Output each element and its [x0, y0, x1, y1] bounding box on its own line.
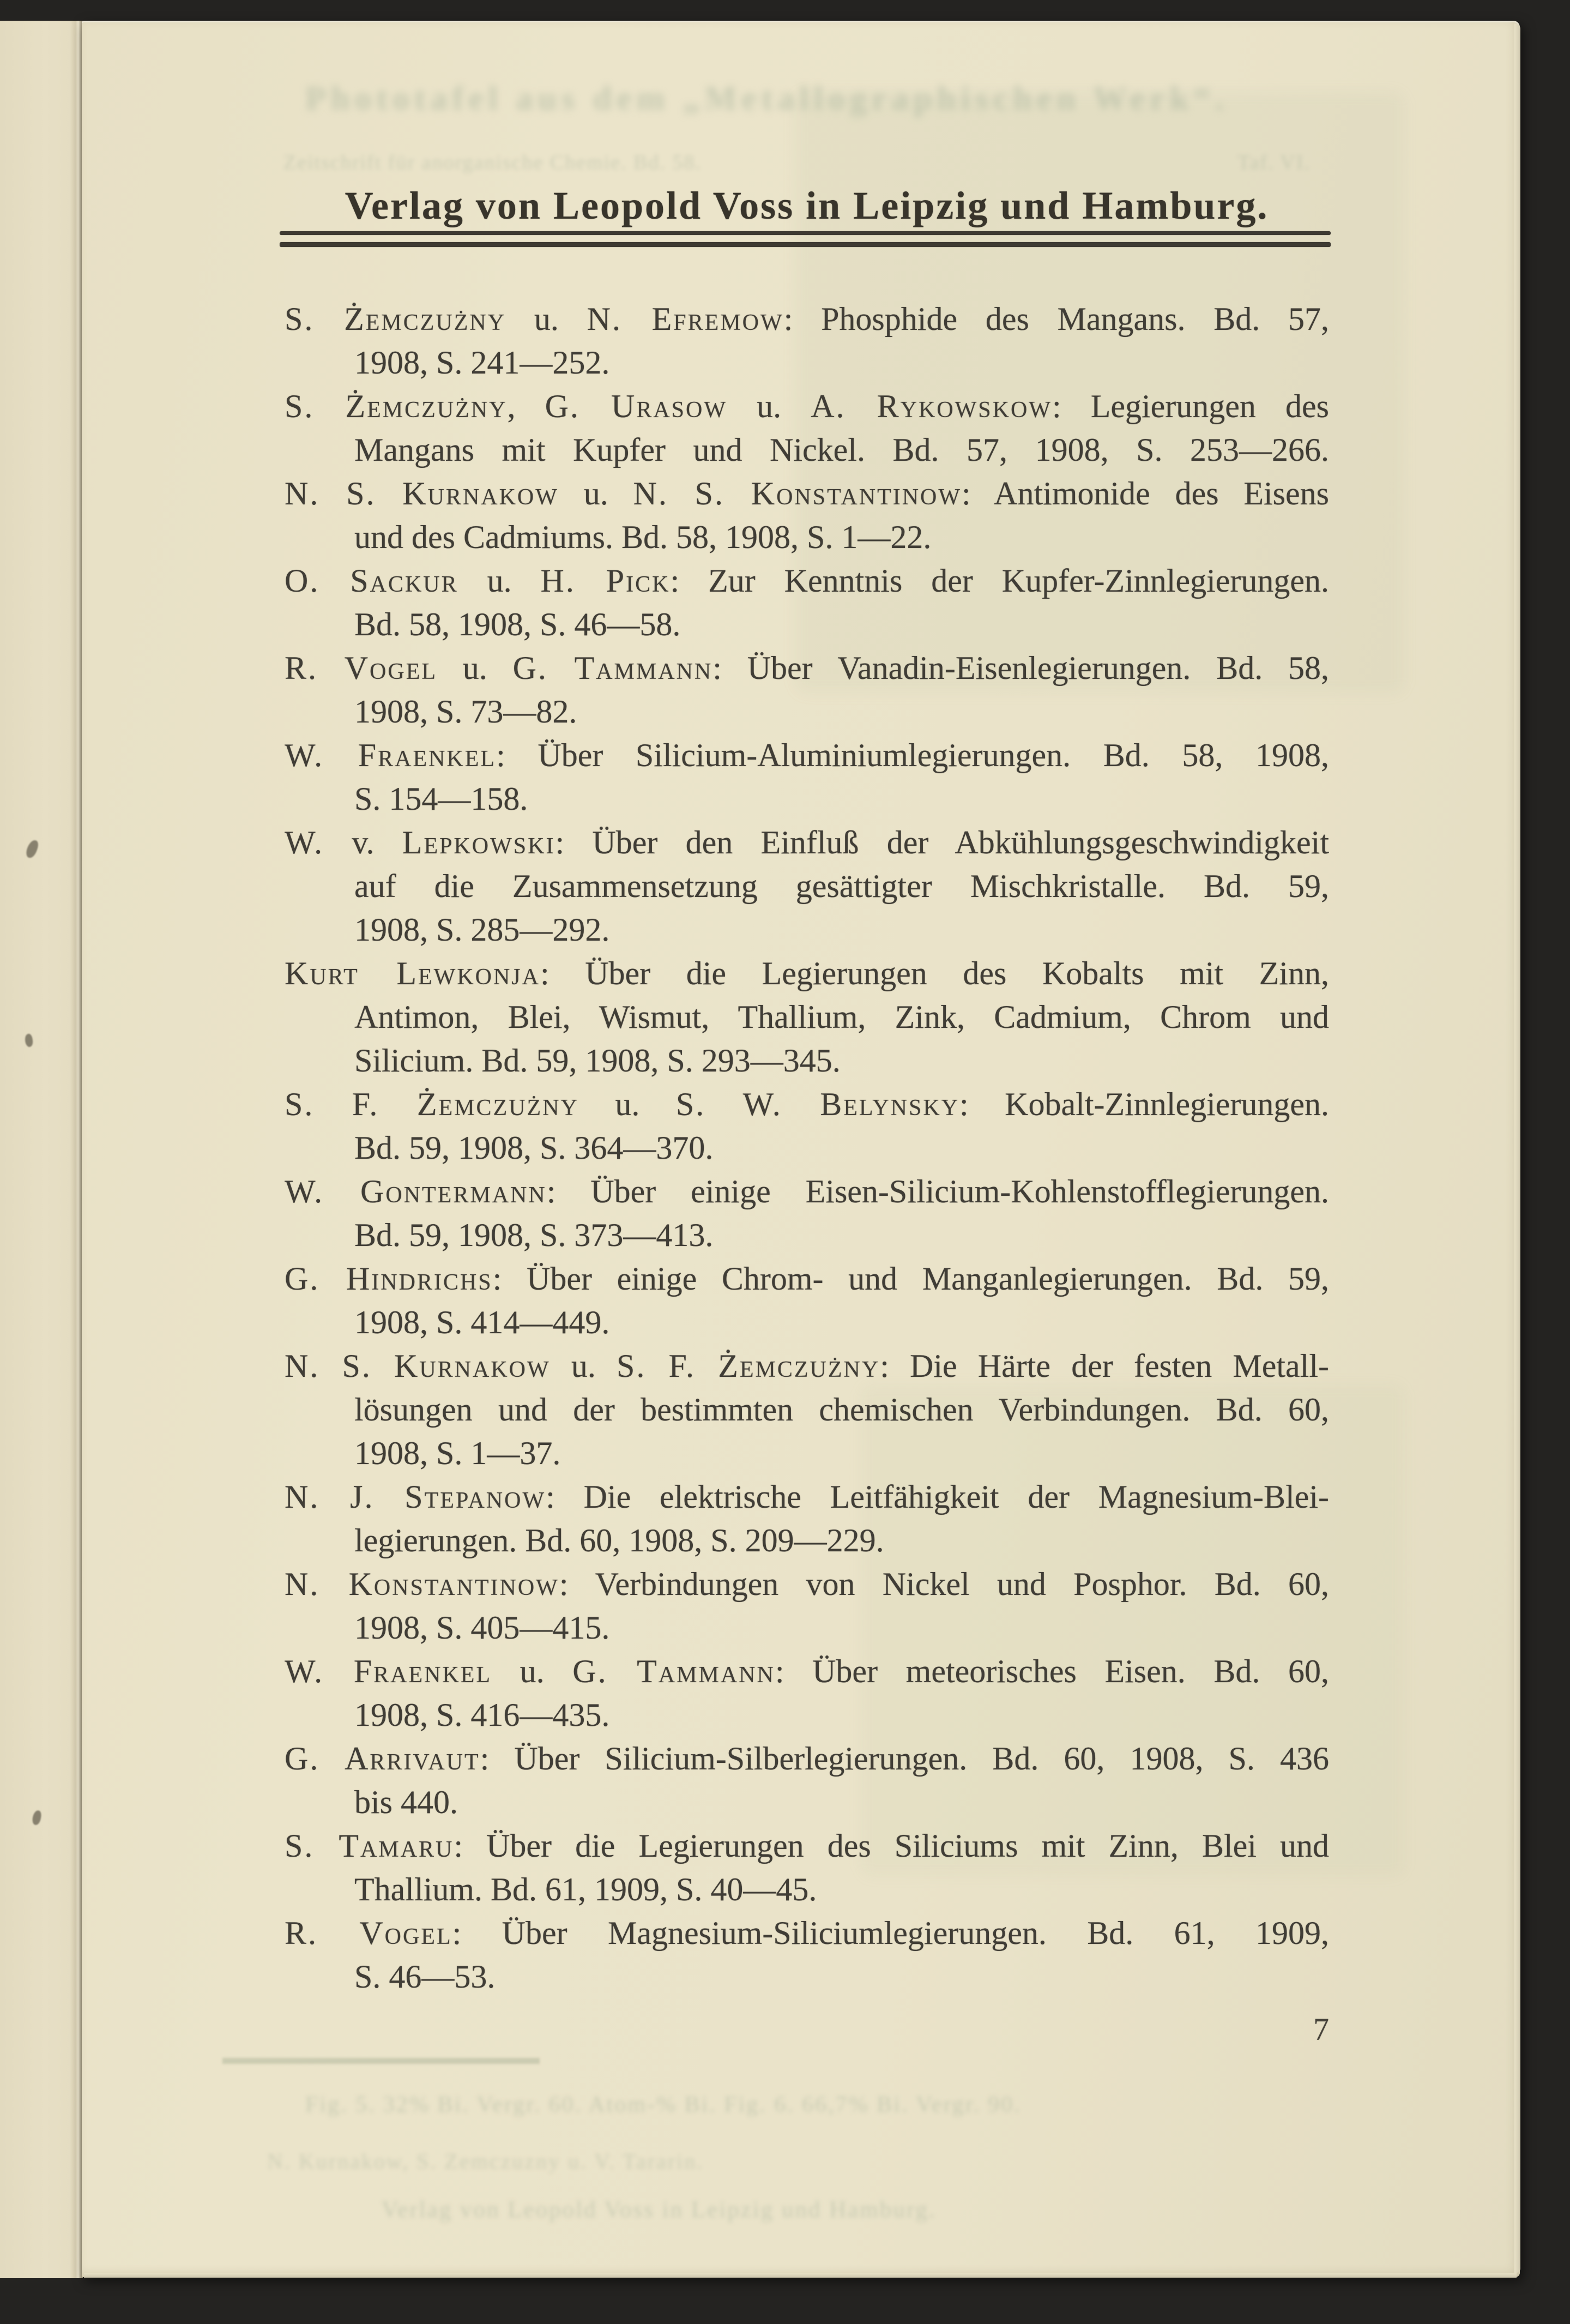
entry-text: Bd. 59, 1908, S. 364—370. — [354, 1130, 714, 1166]
entry-text: : Verbindungen von Nickel und Posphor. Bd. 60, — [559, 1566, 1329, 1602]
entry-text: 1908, S. 416—435. — [354, 1697, 610, 1733]
entry-text: S. 154—158. — [354, 781, 528, 817]
author-name: S. F. Żemczużny — [616, 1348, 880, 1384]
show-through-plate-label: Taf. VI. — [1237, 151, 1311, 174]
entry-text: Bd. 59, 1908, S. 373—413. — [354, 1217, 714, 1253]
entry-text: : Über die Legierungen des Siliciums mit Zinn, Blei und — [454, 1828, 1329, 1864]
page-edge-bottom — [84, 2273, 1517, 2278]
entry-text: legierungen. Bd. 60, 1908, S. 209—229. — [354, 1522, 884, 1558]
entry-text: u. — [727, 388, 811, 424]
entry-text: : Kobalt-Zinnlegierungen. — [959, 1086, 1329, 1122]
double-rule-top — [280, 231, 1331, 235]
entry-text: Silicium. Bd. 59, 1908, S. 293—345. — [354, 1043, 841, 1079]
entry-text: : Über einige Eisen-Silicium-Kohlenstofflegierungen. — [546, 1173, 1329, 1209]
entry-line — [285, 1257, 1329, 1301]
author-name: A. Rykowskow — [811, 388, 1052, 424]
author-name: W. — [285, 824, 324, 860]
entry-line — [285, 1170, 1329, 1213]
author-name: N. Efremow — [587, 301, 784, 337]
author-name: S. Tamaru — [285, 1828, 454, 1864]
entry-text: : Über den Einfluß der Abkühlungsgeschwindigkeit — [555, 824, 1329, 860]
entry-line — [285, 1126, 1329, 1170]
bibliography-entry — [285, 1344, 1329, 1475]
author-name: O. Sackur — [285, 563, 458, 599]
entry-line — [285, 733, 1329, 777]
entry-text: und des Cadmiums. Bd. 58, 1908, S. 1—22. — [354, 519, 932, 555]
entry-line — [285, 864, 1329, 908]
entry-text: Antimon, Blei, Wismut, Thallium, Zink, Cadmium, Chrom und — [354, 999, 1329, 1035]
entry-line — [285, 1824, 1329, 1868]
entry-line — [285, 646, 1329, 690]
author-name: W. Fraenkel — [285, 1653, 492, 1689]
bibliography-entry — [285, 472, 1329, 559]
entry-line — [285, 1649, 1329, 1693]
book-page — [82, 21, 1520, 2277]
entry-text: , — [507, 388, 545, 424]
bibliography-entry — [285, 952, 1329, 1082]
entry-line — [285, 1737, 1329, 1780]
author-name: G. Arrivaut — [285, 1741, 480, 1777]
entry-text: : Über Magnesium-Siliciumlegierungen. Bd. 61, 1909, — [452, 1915, 1329, 1951]
entry-text: : Phosphide des Mangans. Bd. 57, — [783, 301, 1329, 337]
entry-text: : Zur Kenntnis der Kupfer-Zinnlegierungen. — [670, 563, 1329, 599]
entry-line — [285, 603, 1329, 646]
entry-text: : Antimonide des Eisens — [962, 475, 1329, 511]
author-name: G. Hindrichs — [285, 1261, 493, 1297]
entry-text: u. — [492, 1653, 573, 1689]
entry-line — [285, 1301, 1329, 1344]
entry-text: Mangans mit Kupfer und Nickel. Bd. 57, 1908, S. 253—266. — [354, 432, 1329, 468]
show-through-top-caption: Phototafel aus dem „Metallographischen Werk“. — [305, 80, 1229, 117]
entry-line — [285, 515, 1329, 559]
entry-text: 1908, S. 405—415. — [354, 1610, 610, 1646]
entry-text: 1908, S. 241—252. — [354, 345, 610, 381]
entry-text: bis 440. — [354, 1784, 458, 1820]
entry-text: : Die elektrische Leitfähigkeit der Magnesium-Blei- — [546, 1479, 1329, 1515]
author-name: N. S. Kurnakow — [285, 475, 559, 511]
bibliography-entry — [285, 1649, 1329, 1737]
author-name: S. F. Żemczużny — [285, 1086, 579, 1122]
entry-line — [285, 952, 1329, 995]
bibliography-entry — [285, 1737, 1329, 1824]
bibliography-entry — [285, 1824, 1329, 1911]
author-name: S. Żemczużny — [285, 301, 506, 337]
entry-line — [285, 428, 1329, 472]
entry-line — [285, 821, 1329, 864]
author-name: N. Konstantinow — [285, 1566, 559, 1602]
bibliography-entry — [285, 1082, 1329, 1170]
entry-line — [285, 1344, 1329, 1388]
entry-line — [285, 1868, 1329, 1911]
entry-text: v. — [324, 824, 402, 860]
entry-line — [285, 690, 1329, 733]
entry-text: Bd. 58, 1908, S. 46—58. — [354, 606, 681, 642]
entry-line — [285, 1213, 1329, 1257]
entry-line — [285, 297, 1329, 341]
author-name: G. Urasow — [545, 388, 727, 424]
bibliography-entry — [285, 384, 1329, 472]
entry-text: 1908, S. 414—449. — [354, 1304, 610, 1340]
entry-line — [285, 1082, 1329, 1126]
bibliography-list — [285, 297, 1329, 1998]
entry-line — [285, 908, 1329, 952]
show-through-publisher-line: Verlag von Leopold Voss in Leipzig und Hamburg. — [382, 2197, 937, 2223]
entry-line — [285, 1431, 1329, 1475]
entry-text: Thallium. Bd. 61, 1909, S. 40—45. — [354, 1871, 817, 1907]
bibliography-entry — [285, 821, 1329, 952]
entry-text: : Über einige Chrom- und Manganlegierungen. Bd. 59, — [492, 1261, 1329, 1297]
bibliography-entry — [285, 1911, 1329, 1998]
publisher-header-title: Verlag von Leopold Voss in Leipzig und Hamburg. — [345, 184, 1269, 227]
entry-line — [285, 1780, 1329, 1824]
entry-text: : Legierungen des — [1052, 388, 1329, 424]
author-name: G. Tammann — [572, 1653, 775, 1689]
author-name: Lepkowski — [402, 824, 555, 860]
entry-line — [285, 1562, 1329, 1606]
bibliography-entry — [285, 1475, 1329, 1562]
entry-line — [285, 1606, 1329, 1649]
entry-text: 1908, S. 285—292. — [354, 912, 610, 948]
entry-line — [285, 1039, 1329, 1082]
author-name: N. S. Konstantinow — [633, 475, 962, 511]
entry-text: lösungen und der bestimmten chemischen Verbindungen. Bd. 60, — [354, 1392, 1329, 1428]
entry-text: : Über meteorisches Eisen. Bd. 60, — [775, 1653, 1329, 1689]
author-name: S. W. Belynsky — [675, 1086, 960, 1122]
double-rule-bottom — [280, 242, 1331, 247]
entry-text: u. — [458, 563, 541, 599]
author-name: N. J. Stepanow — [285, 1479, 546, 1515]
entry-text: u. — [578, 1086, 676, 1122]
author-name: W. Gontermann — [285, 1173, 547, 1209]
bibliography-entry — [285, 1170, 1329, 1257]
entry-line — [285, 1388, 1329, 1431]
author-name: Kurt Lewkonja — [285, 955, 540, 991]
bibliography-entry — [285, 559, 1329, 646]
entry-text: 1908, S. 1—37. — [354, 1435, 561, 1471]
entry-text: u. — [558, 475, 633, 511]
show-through-journal-line: Zeitschrift für anorganische Chemie. Bd. 58. — [283, 151, 702, 174]
entry-line — [285, 777, 1329, 821]
author-name: H. Pick — [540, 563, 671, 599]
entry-text: : Über die Legierungen des Kobalts mit Zinn, — [540, 955, 1329, 991]
show-through-figure-caption: Fig. 5. 32% Bi. Vergr. 60. Atom-% Bi. Fig. 6. 66,7% Bi. Vergr. 90. — [305, 2092, 1022, 2117]
author-name: G. Tammann — [512, 650, 713, 686]
bibliography-entry — [285, 297, 1329, 384]
entry-text: u. — [550, 1348, 617, 1384]
entry-text: u. — [437, 650, 513, 686]
bibliography-entry — [285, 1257, 1329, 1344]
entry-line — [285, 341, 1329, 384]
entry-line — [285, 995, 1329, 1039]
entry-text: 1908, S. 73—82. — [354, 694, 577, 730]
entry-line — [285, 384, 1329, 428]
author-name: R. Vogel — [285, 650, 438, 686]
author-name: S. Żemczużny — [285, 388, 508, 424]
entry-line — [285, 1911, 1329, 1955]
bibliography-entry — [285, 1562, 1329, 1649]
entry-text: : Über Silicium-Aluminiumlegierungen. Bd. 58, 1908, — [496, 737, 1329, 773]
entry-line — [285, 1693, 1329, 1737]
entry-line — [285, 1955, 1329, 1998]
entry-line — [285, 472, 1329, 515]
bibliography-entry — [285, 646, 1329, 733]
entry-text: S. 46—53. — [354, 1959, 496, 1995]
author-name: N. S. Kurnakow — [285, 1348, 551, 1384]
entry-text: : Über Silicium-Silberlegierungen. Bd. 60, 1908, S. 436 — [480, 1741, 1329, 1777]
show-through-authors-line: N. Kurnakow, S. Zemczuzny u. V. Tararin. — [267, 2149, 704, 2174]
entry-line — [285, 1519, 1329, 1562]
entry-text: auf die Zusammensetzung gesättigter Mischkristalle. Bd. 59, — [354, 868, 1329, 904]
bibliography-entry — [285, 733, 1329, 821]
entry-line — [285, 559, 1329, 603]
page-number: 7 — [1313, 2012, 1329, 2047]
author-name: W. Fraenkel — [285, 737, 497, 773]
entry-line — [285, 1475, 1329, 1519]
entry-text: u. — [506, 301, 587, 337]
page-edge-right — [1514, 23, 1520, 2273]
entry-text: : Über Vanadin-Eisenlegierungen. Bd. 58, — [712, 650, 1329, 686]
entry-text: : Die Härte der festen Metall- — [880, 1348, 1329, 1384]
author-name: R. Vogel — [285, 1915, 452, 1951]
show-through-plate-edge — [222, 2058, 540, 2064]
